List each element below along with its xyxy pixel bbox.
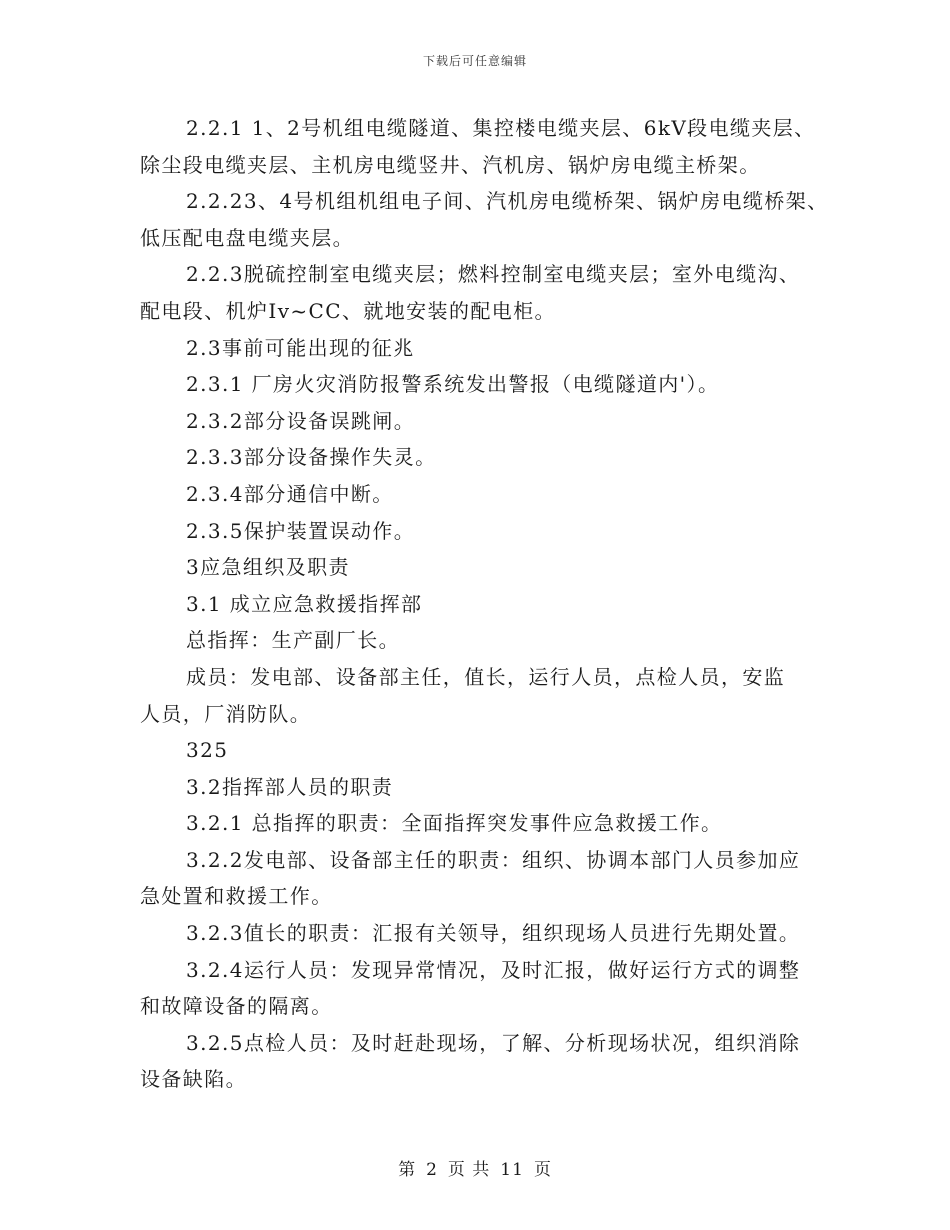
text-line: 3应急组织及职责: [186, 555, 350, 580]
text-line: 配电段、机炉Iv~CC、就地安装的配电柜。: [140, 298, 556, 323]
footer-total-pages: 11: [500, 1160, 524, 1180]
page-header: 下载后可任意编辑: [422, 54, 527, 68]
footer-page-number: 2: [426, 1160, 438, 1180]
footer-suffix: 页: [533, 1160, 552, 1180]
text-line: 3.2.2发电部、设备部主任的职责：组织、协调本部门人员参加应: [186, 847, 801, 872]
text-line: 3.2.4运行人员：发现异常情况，及时汇报，做好运行方式的调整: [186, 957, 801, 982]
text-line: 2.3.4部分通信中断。: [186, 481, 394, 506]
text-line: 成员：发电部、设备部主任，值长，运行人员，点检人员，安监: [186, 664, 786, 689]
text-line: 设备缺陷。: [140, 1067, 247, 1092]
text-line: 325: [186, 738, 229, 763]
text-line: 3.2.5点检人员：及时赶赴现场，了解、分析现场状况，组织消除: [186, 1030, 801, 1055]
text-line: 低压配电盘电缆夹层。: [140, 225, 354, 250]
text-line: 2.3.5保护装置误动作。: [186, 518, 416, 543]
text-line: 2.2.23、4号机组机组电子间、汽机房电缆桥架、锅炉房电缆桥架、: [186, 189, 829, 214]
text-line: 2.3.2部分设备误跳闸。: [186, 408, 416, 433]
text-line: 急处置和救援工作。: [140, 884, 333, 909]
text-line: 3.2.1 总指挥的职责：全面指挥突发事件应急救援工作。: [186, 811, 723, 836]
text-line: 和故障设备的隔离。: [140, 994, 333, 1019]
text-line: 2.3事前可能出现的征兆: [186, 335, 415, 360]
page-footer: [0, 1155, 950, 1180]
document-body: [140, 110, 830, 1098]
text-line: 人员，厂消防队。: [140, 701, 312, 726]
text-line: 2.2.1 1、2号机组电缆隧道、集控楼电缆夹层、6kV段电缆夹层、: [186, 116, 816, 140]
footer-middle: 页 共: [447, 1160, 491, 1180]
text-line: 3.2.3值长的职责：汇报有关领导，组织现场人员进行先期处置。: [186, 921, 801, 946]
text-line: 3.1 成立应急救援指挥部: [186, 591, 423, 616]
text-line: 2.3.1 厂房火灾消防报警系统发出警报（电缆隧道内'）。: [186, 372, 720, 397]
text-line: 3.2指挥部人员的职责: [186, 774, 394, 799]
text-line: 总指挥：生产副厂长。: [186, 628, 400, 653]
text-line: 除尘段电缆夹层、主机房电缆竖井、汽机房、锅炉房电缆主桥架。: [140, 152, 761, 177]
footer-prefix: 第: [398, 1160, 417, 1180]
text-line: 2.3.3部分设备操作失灵。: [186, 445, 437, 470]
text-line: 2.2.3脱硫控制室电缆夹层；燃料控制室电缆夹层；室外电缆沟、: [186, 262, 801, 287]
